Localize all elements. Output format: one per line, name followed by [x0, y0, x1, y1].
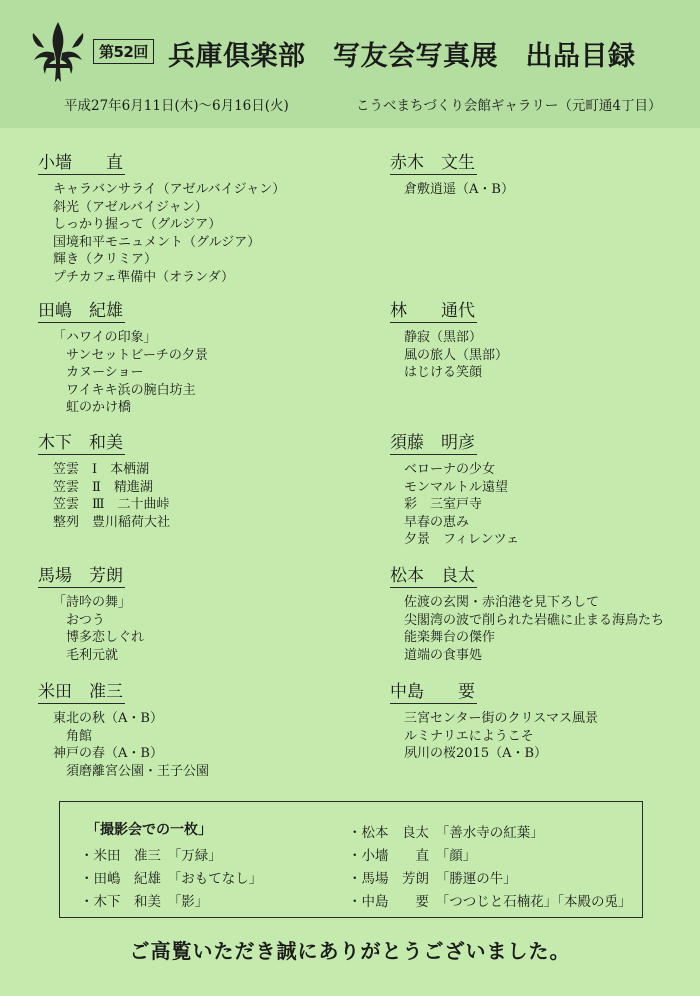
photo-session-item: ・小墻 直 「顔」 [348, 848, 477, 864]
work-title: 倉敷逍遥（A・B） [404, 182, 514, 197]
exhibitor-name: 田嶋 紀雄 [38, 296, 125, 323]
work-title: はじける笑顔 [404, 365, 483, 381]
photo-session-item: ・馬場 芳朗 「勝運の牛」 [348, 871, 517, 887]
work-title: 風の旅人（黒部） [404, 347, 509, 363]
exhibitor-name: 中島 要 [390, 677, 477, 704]
work-title: 尖閣湾の波で削られた岩礁に止まる海鳥たち [404, 612, 665, 628]
work-title: 笠雲 Ⅰ 本栖湖 [53, 462, 150, 477]
work-title: 虹のかけ橋 [53, 400, 132, 416]
exhibitor-name: 赤木 文生 [390, 148, 477, 175]
exhibition-dates: 平成27年6月11日(木)～6月16日(火) [64, 98, 289, 114]
exhibitor-name: 馬場 芳朗 [38, 561, 125, 588]
work-title: 整列 豊川稲荷大社 [53, 514, 171, 530]
work-title: カヌーショー [53, 365, 144, 381]
exhibitor-name: 須藤 明彦 [390, 428, 477, 455]
photo-session-item: ・米田 准三 「万緑」 [80, 848, 222, 864]
exhibitor-entry [390, 296, 508, 382]
work-title: しっかり握って（グルジア） [53, 217, 222, 233]
work-title: おつう [53, 612, 105, 628]
work-title: 斜光（アゼルバイジャン） [53, 199, 208, 215]
work-title: 早春の恵み [404, 514, 470, 530]
photo-session-box [59, 801, 643, 918]
work-title: 佐渡の玄関・赤泊港を見下ろして [404, 595, 600, 610]
exhibitor-entry [38, 561, 144, 664]
exhibitor-entry [390, 428, 519, 549]
work-title: ベローナの少女 [404, 462, 496, 477]
photo-session-item: ・松本 良太 「善水寺の紅葉」 [348, 825, 544, 841]
work-title: 東北の秋（A・B） [53, 711, 163, 726]
photo-session-item: ・中島 要 「つつじと石楠花」「本殿の兎」 [348, 894, 632, 910]
exhibitor-entry [38, 296, 208, 417]
work-title: 静寂（黒部） [404, 330, 483, 345]
exhibitor-entry [390, 561, 664, 664]
exhibitor-entry [390, 677, 598, 763]
work-title: モンマルトル遠望 [404, 479, 509, 495]
exhibitor-name: 小墻 直 [38, 148, 125, 175]
work-title: 道端の食事処 [404, 647, 483, 663]
work-title: 「ハワイの印象」 [53, 330, 157, 345]
work-title: 彩 三室戸寺 [404, 497, 483, 513]
work-title: 国境和平モニュメント（グルジア） [53, 234, 261, 250]
work-title: 夙川の桜2015（A・B） [404, 746, 548, 762]
exhibitor-name: 木下 和美 [38, 428, 125, 455]
work-title: 三宮センター街のクリスマス風景 [404, 711, 598, 726]
exhibitor-name: 松本 良太 [390, 561, 477, 588]
page-title: 兵庫倶楽部 写友会写真展 出品目録 [168, 41, 636, 72]
photo-session-item: ・木下 和美 「影」 [80, 894, 209, 910]
work-title: 能楽舞台の傑作 [404, 630, 496, 646]
exhibitor-name: 林 通代 [390, 296, 477, 323]
work-title: 角館 [53, 728, 93, 744]
exhibitor-name: 米田 准三 [38, 677, 125, 704]
work-title: 笠雲 Ⅲ 二十曲峠 [53, 497, 170, 513]
work-title: 毛利元就 [53, 647, 119, 663]
exhibitor-entry [38, 428, 170, 531]
work-title: 輝き（クリミア） [53, 252, 158, 268]
photo-session-item: ・田嶋 紀雄 「おもてなし」 [80, 871, 263, 887]
edition-badge: 第52回 [93, 39, 154, 64]
fleur-de-lis-icon [30, 20, 86, 84]
exhibitor-entry [390, 148, 514, 199]
work-title: ルミナリエにようこそ [404, 728, 534, 744]
work-title: 博多恋しぐれ [53, 630, 145, 646]
work-title: プチカフェ準備中（オランダ） [53, 269, 234, 285]
work-title: ワイキキ浜の腕白坊主 [53, 382, 196, 398]
work-title: キャラバンサライ（アゼルバイジャン） [53, 182, 286, 197]
photo-session-title: 「撮影会での一枚」 [86, 822, 212, 838]
work-title: 夕景 フィレンツェ [404, 532, 520, 548]
work-title: 「詩吟の舞」 [53, 595, 132, 610]
work-title: 笠雲 Ⅱ 精進湖 [53, 479, 153, 495]
exhibitor-entry [38, 677, 209, 780]
exhibitor-entry [38, 148, 285, 287]
work-title: 須磨離宮公園・王子公園 [53, 763, 210, 779]
exhibition-venue: こうべまちづくり会館ギャラリー（元町通4丁目） [356, 98, 662, 114]
work-title: 神戸の春（A・B） [53, 746, 163, 762]
work-title: サンセットビーチの夕景 [53, 347, 208, 363]
closing-message: ご高覧いただき誠にありがとうございました。 [129, 939, 571, 963]
